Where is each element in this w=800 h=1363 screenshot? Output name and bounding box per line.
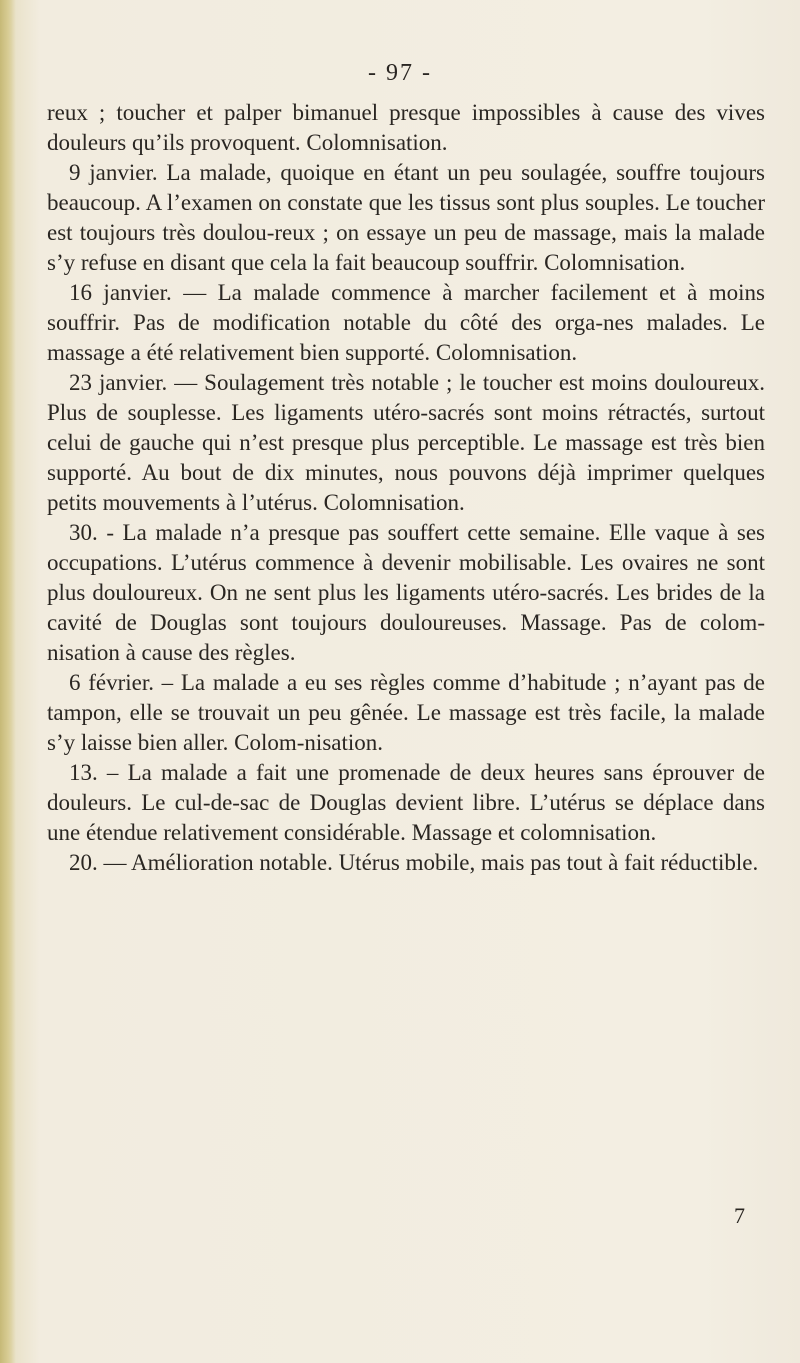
signature-mark: 7 bbox=[734, 1203, 745, 1228]
paragraph-30: 30. - La malade n’a presque pas souffert cette semaine. Elle vaque à ses occupations. L’utérus commence à devenir mobilisable. Les ovaires ne sont plus douloureux. On ne sent plus les ligaments utéro-sacrés. Les brides de la cavité de Douglas sont toujours douloureuses. Massage. Pas de colom-nisation à cause des règles. bbox=[47, 520, 765, 665]
paragraph-6-fevrier: 6 février. – La malade a eu ses règles comme d’habitude ; n’ayant pas de tampon, elle se trouvait un peu gênée. Le massage est très facile, la malade s’y laisse bien aller. Colom-nisation. bbox=[47, 670, 765, 755]
paragraph-16-janvier: 16 janvier. — La malade commence à marcher facilement et à moins souffrir. Pas de modification notable du côté des orga-nes malades. Le massage a été relativement bien supporté. Colomnisation. bbox=[47, 280, 765, 365]
page-number-header: - 97 - bbox=[368, 60, 432, 86]
page-binding-edge bbox=[0, 0, 16, 1363]
paragraph-13: 13. – La malade a fait une promenade de deux heures sans éprouver de douleurs. Le cul-de-sac de Douglas devient libre. L’utérus se déplace dans une étendue relativement considérable. Massage et colomnisation. bbox=[47, 760, 765, 845]
body-text bbox=[47, 98, 765, 878]
paragraph-20: 20. — Amélioration notable. Utérus mobile, mais pas tout à fait réductible. bbox=[69, 850, 759, 875]
paragraph-23-janvier: 23 janvier. — Soulagement très notable ; le toucher est moins douloureux. Plus de souplesse. Les ligaments utéro-sacrés sont moins rétractés, surtout celui de gauche qui n’est presque plus perceptible. Le massage est très bien supporté. Au bout de dix minutes, nous pouvons déjà imprimer quelques petits mouvements à l’utérus. Colomnisation. bbox=[47, 370, 765, 515]
paragraph-9-janvier: 9 janvier. La malade, quoique en étant un peu soulagée, souffre toujours beaucoup. A l’examen on constate que les tissus sont plus souples. Le toucher est toujours très doulou-reux ; on essaye un peu de massage, mais la malade s’y refuse en disant que cela la fait beaucoup souffrir. Colomnisation. bbox=[47, 160, 765, 275]
paragraph-continuation: reux ; toucher et palper bimanuel presque impossibles à cause des vives douleurs qu’ils provoquent. Colomnisation. bbox=[47, 100, 765, 155]
